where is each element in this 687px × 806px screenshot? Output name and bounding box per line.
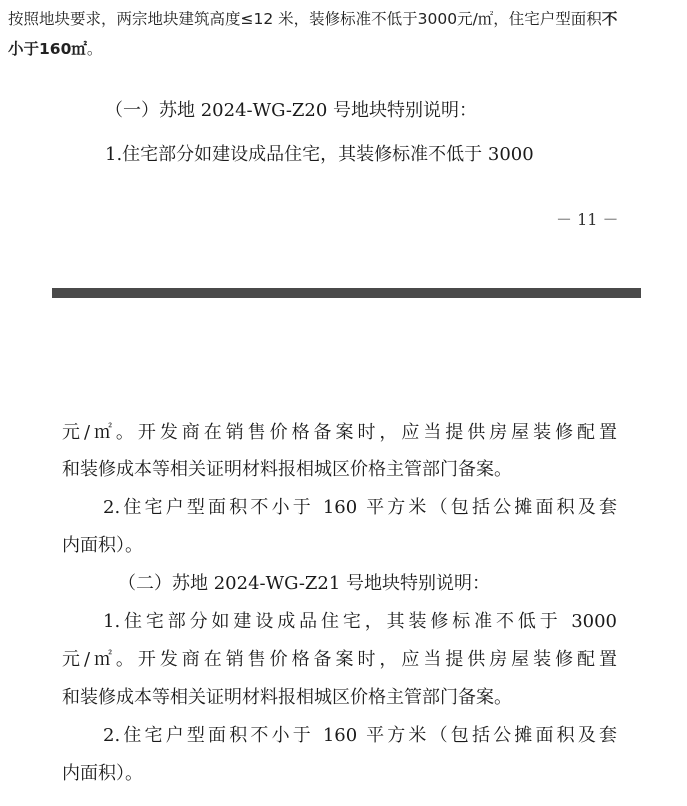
s2-item-1-line-1: 1.住宅部分如建设成品住宅，其装修标准不低于 3000 xyxy=(103,611,617,632)
intro-line-2 xyxy=(8,34,684,64)
page-number: － 11 － xyxy=(556,210,619,229)
s2-item-1-line-3: 和装修成本等相关证明材料报相城区价格主管部门备案。 xyxy=(62,687,512,708)
item-1-continuation-line-2: 和装修成本等相关证明材料报相城区价格主管部门备案。 xyxy=(62,459,512,480)
item-2-line-1: 2.住宅户型面积不小于 160 平方米（包括公摊面积及套 xyxy=(103,497,617,518)
item-1-continuation-line-1: 元/㎡。开发商在销售价格备案时，应当提供房屋装修配置 xyxy=(62,422,617,443)
intro-bold-text: 不 xyxy=(601,10,618,28)
s2-item-2-line-1: 2.住宅户型面积不小于 160 平方米（包括公摊面积及套 xyxy=(103,725,617,746)
page-divider xyxy=(52,288,641,298)
item-2-line-2: 内面积）。 xyxy=(62,535,143,556)
section-heading-z21: （二）苏地 2024-WG-Z21 号地块特别说明： xyxy=(118,573,491,594)
section-heading-z20: （一）苏地 2024-WG-Z20 号地块特别说明： xyxy=(105,100,478,121)
intro-bold-area: 小于160㎡ xyxy=(8,40,87,58)
s2-item-2-line-2: 内面积）。 xyxy=(62,763,143,784)
item-1-start: 1.住宅部分如建设成品住宅，其装修标准不低于 3000 xyxy=(105,144,534,165)
intro-end: 。 xyxy=(86,40,103,58)
intro-paragraph xyxy=(8,4,684,64)
s2-item-1-line-2: 元/㎡。开发商在销售价格备案时，应当提供房屋装修配置 xyxy=(62,649,617,670)
intro-text: 按照地块要求，两宗地块建筑高度≤12 米，装修标准不低于3000元/㎡，住宅户型面积 xyxy=(8,10,602,28)
intro-line-1 xyxy=(8,4,684,34)
